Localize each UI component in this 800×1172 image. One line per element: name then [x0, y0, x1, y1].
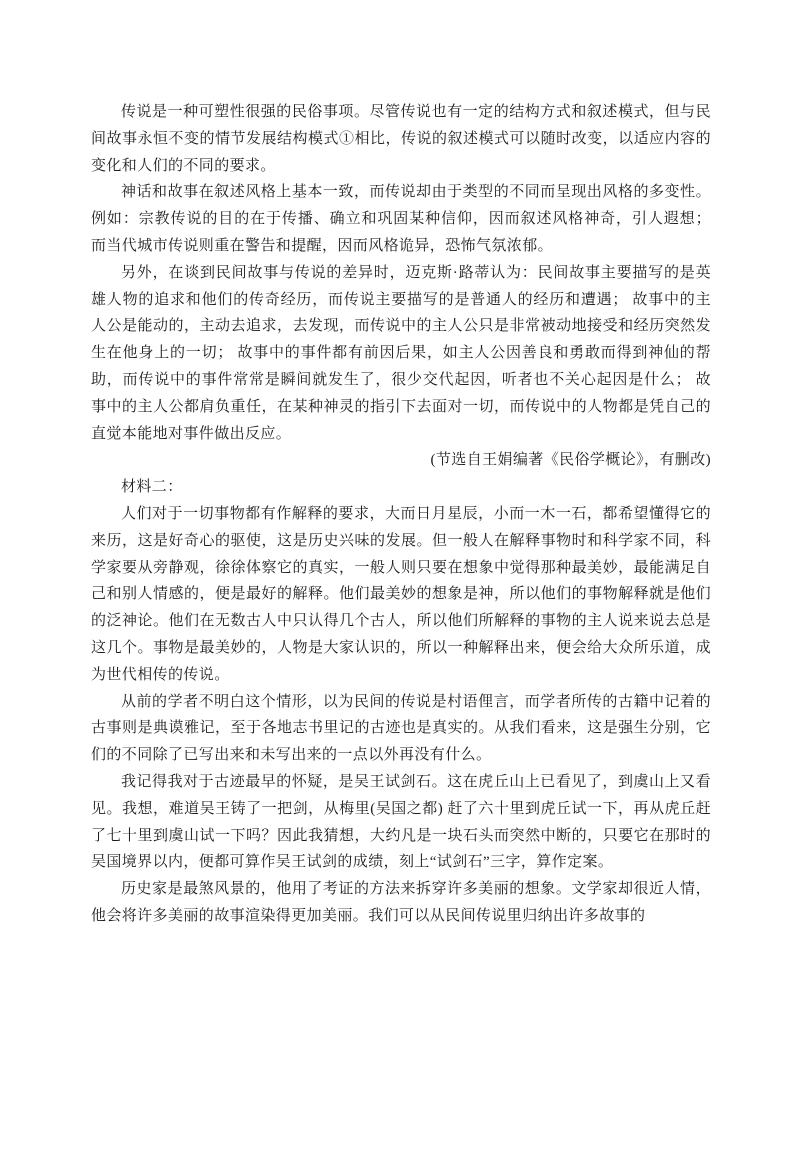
attribution-line: (节选自王娟编著《民俗学概论》，有删改) [430, 452, 711, 469]
paragraph-6: 我记得我对于古迹最早的怀疑，是吴王试剑石。这在虎丘山上已看见了，到虞山上又看见。我想，难道吴王铸了一把剑，从梅里(吴国之都) 赶了六十里到虎丘试一下，再从虎丘赶了七十里到虞山试一下吗？因此我猜想，大约凡是一块石头而突然中断的，只要它在那时的吴国境界以内，便都可算作吴王试剑的成绩，刻上“试剑石”三字，算作定案。 [91, 773, 711, 871]
material-2-heading: 材料二： [121, 479, 183, 496]
paragraph-3: 另外，在谈到民间故事与传说的差异时，迈克斯·路蒂认为：民间故事主要描写的是英雄人物的追求和他们的传奇经历，而传说主要描写的是普通人的经历和遭遇； 故事中的主人公是能动的，主动去追求，去发现，而传说中的主人公只是非常被动地接受和经历突然发生在他身上的一切； 故事中的事件都有前因后果，如主人公因善良和勇敢而得到神仙的帮助，而传说中的事件常常是瞬间就发生了，很少交代起因，听者也不关心起因是什么； 故事中的主人公都肩负重任，在某种神灵的指引下去面对一切，而传说中的人物都是凭自己的直觉本能地对事件做出反应。 [91, 264, 711, 442]
paragraph-4: 人们对于一切事物都有作解释的要求，大而日月星辰，小而一木一石，都希望懂得它的来历，这是好奇心的驱使，这是历史兴味的发展。但一般人在解释事物时和科学家不同，科学家要从旁静观，徐徐体察它的真实，一般人则只要在想象中觉得那种最美妙，最能满足自己和别人情感的，便是最好的解释。他们最美妙的想象是神，所以他们的事物解释就是他们的泛神论。他们在无数古人中只认得几个古人，所以他们所解释的事物的主人说来说去总是这几个。事物是最美妙的，人物是大家认识的，所以一种解释出来，便会给大众所乐道，成为世代相传的传说。 [91, 505, 711, 683]
paragraph-7: 历史家是最煞风景的，他用了考证的方法来拆穿许多美丽的想象。文学家却很近人情，他会将许多美丽的故事渲染得更加美丽。我们可以从民间传说里归纳出许多故事的 [91, 881, 711, 924]
document-text [91, 99, 711, 930]
paragraph-2: 神话和故事在叙述风格上基本一致，而传说却由于类型的不同而呈现出风格的多变性。例如：宗教传说的目的在于传播、确立和巩固某种信仰，因而叙述风格神奇，引人遐想； 而当代城市传说则重在警告和提醒，因而风格诡异，恐怖气氛浓郁。 [91, 184, 711, 254]
paragraph-5: 从前的学者不明白这个情形，以为民间的传说是村语俚言，而学者所传的古籍中记着的古事则是典谟雅记，至于各地志书里记的古迹也是真实的。从我们看来，这是强生分别，它们的不同除了已写出来和未写出来的一点以外再没有什么。 [91, 693, 711, 764]
paragraph-1: 传说是一种可塑性很强的民俗事项。尽管传说也有一定的结构方式和叙述模式，但与民间故事永恒不变的情节发展结构模式①相比，传说的叙述模式可以随时改变，以适应内容的变化和人们的不同的要求。 [91, 104, 711, 174]
